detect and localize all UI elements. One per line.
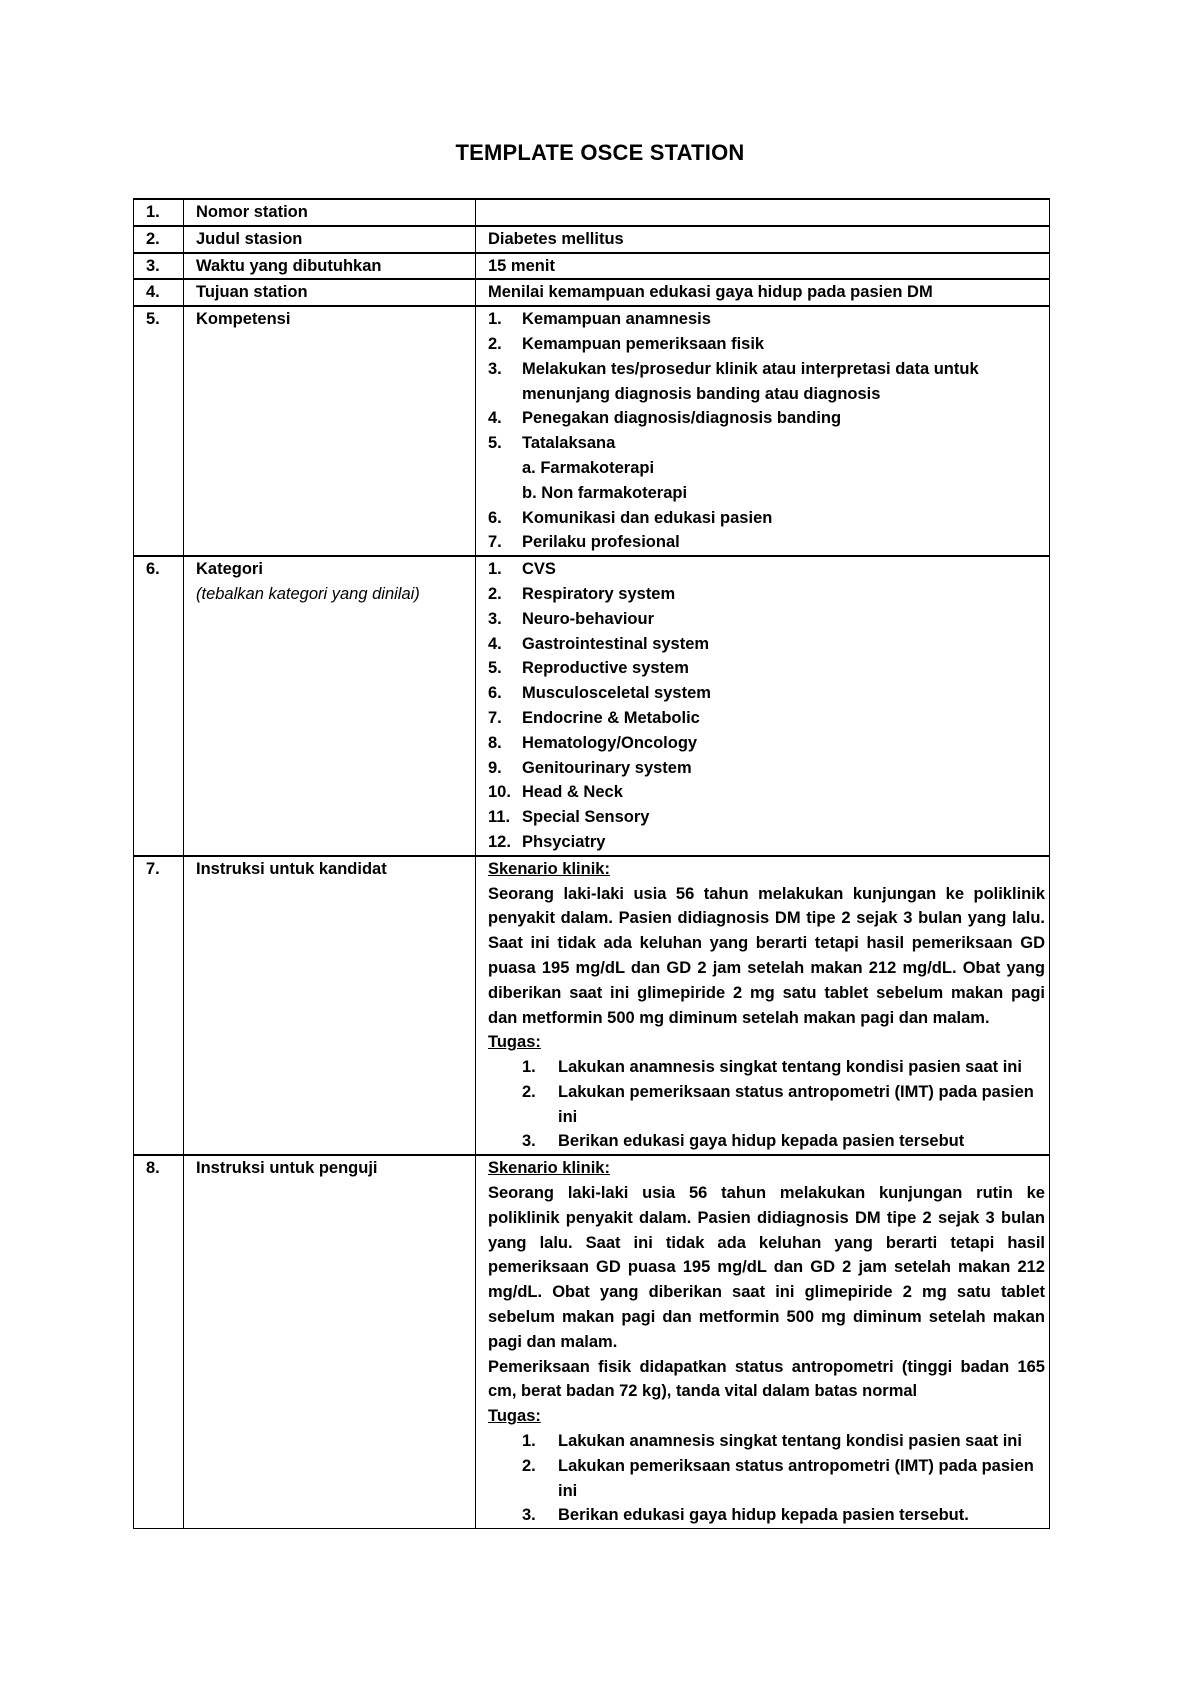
row-note: (tebalkan kategori yang dinilai) — [196, 584, 420, 603]
kompetensi-list — [488, 307, 1045, 456]
row-number: 3. — [134, 253, 184, 280]
list-item: 6. Musculosceletal system — [488, 684, 711, 703]
row-number: 4. — [134, 279, 184, 306]
list-item: 3. Melakukan tes/prosedur klinik atau interpretasi data untuk menunjang diagnosis banding atau diagnosis — [488, 359, 979, 403]
list-item: 3. Neuro-behaviour — [488, 609, 655, 628]
skenario-text: Seorang laki-laki usia 56 tahun melakukan kunjungan ke poliklinik penyakit dalam. Pasien didiagnosis DM tipe 2 sejak 3 bulan yang lalu. Saat ini tidak ada keluhan yang berarti tetapi hasil pemeriksaan GD puasa 195 mg/dL dan GD 2 jam setelah makan 212 mg/dL. Obat yang diberikan saat ini glimepiride 2 mg satu tablet sebelum makan pagi dan metformin 500 mg diminum setelah makan pagi dan malam. — [488, 884, 1045, 1027]
row-label: Kategori — [196, 560, 263, 579]
table-row — [134, 856, 1050, 1156]
kompetensi-list-cell — [476, 306, 1050, 556]
row-value: Diabetes mellitus — [476, 226, 1050, 253]
list-item: 10. Head & Neck — [488, 783, 623, 802]
list-item: 6. Komunikasi dan edukasi pasien — [488, 508, 773, 527]
list-item: 1. Kemampuan anamnesis — [488, 310, 711, 329]
row-label: Judul stasion — [184, 226, 476, 253]
skenario-label: Skenario klinik: — [488, 1159, 610, 1178]
list-item: 2. Lakukan pemeriksaan status antropometri (IMT) pada pasien ini — [522, 1456, 1034, 1500]
list-item: 1. Lakukan anamnesis singkat tentang kondisi pasien saat ini — [522, 1432, 1022, 1451]
row-number: 2. — [134, 226, 184, 253]
page-title: TEMPLATE OSCE STATION — [455, 140, 745, 165]
skenario-label: Skenario klinik: — [488, 859, 610, 878]
penguji-instructions-cell — [476, 1155, 1050, 1528]
row-label: Instruksi untuk penguji — [184, 1155, 476, 1528]
tugas-list — [488, 1055, 1045, 1154]
row-value: 15 menit — [476, 253, 1050, 280]
table-row — [134, 556, 1050, 856]
list-item: 7. Perilaku profesional — [488, 533, 680, 552]
row-label: Instruksi untuk kandidat — [184, 856, 476, 1156]
list-item: 11. Special Sensory — [488, 808, 650, 827]
list-item: 9. Genitourinary system — [488, 758, 692, 777]
row-value: Menilai kemampuan edukasi gaya hidup pada pasien DM — [476, 279, 1050, 306]
skenario-text: Seorang laki-laki usia 56 tahun melakukan kunjungan rutin ke poliklinik penyakit dalam. Pasien didiagnosis DM tipe 2 sejak 3 bulan yang lalu. Saat ini tidak ada keluhan yang berarti tetapi hasil pemeriksaan GD puasa 195 mg/dL dan GD 2 jam setelah makan 212 mg/dL. Obat yang diberikan saat ini glimepiride 2 mg satu tablet sebelum makan pagi dan metformin 500 mg diminum setelah makan pagi dan malam. — [488, 1184, 1045, 1351]
row-number: 8. — [134, 1155, 184, 1528]
kompetensi-list-continued — [488, 506, 1045, 556]
tugas-label: Tugas: — [488, 1033, 541, 1052]
table-row — [134, 1155, 1050, 1528]
list-item: 1. Lakukan anamnesis singkat tentang kondisi pasien saat ini — [522, 1058, 1022, 1077]
row-label: Kompetensi — [184, 306, 476, 556]
row-number: 1. — [134, 199, 184, 226]
row-label: Nomor station — [184, 199, 476, 226]
sub-item-non-farmakoterapi: b. Non farmakoterapi — [522, 483, 688, 502]
list-item: 12. Phsyciatry — [488, 832, 606, 851]
tugas-label: Tugas: — [488, 1407, 541, 1426]
row-number: 6. — [134, 556, 184, 856]
list-item: 2. Kemampuan pemeriksaan fisik — [488, 334, 765, 353]
list-item: 8. Hematology/Oncology — [488, 733, 698, 752]
pemeriksaan-text: Pemeriksaan fisik didapatkan status antropometri (tinggi badan 165 cm, berat badan 72 kg), tanda vital dalam batas normal — [488, 1357, 1045, 1401]
row-value — [476, 199, 1050, 226]
list-item: 4. Penegakan diagnosis/diagnosis banding — [488, 409, 842, 428]
list-item: 3. Berikan edukasi gaya hidup kepada pasien tersebut — [522, 1132, 965, 1151]
sub-item-farmakoterapi: a. Farmakoterapi — [522, 458, 655, 477]
kandidat-instructions-cell — [476, 856, 1050, 1156]
kategori-list-cell — [476, 556, 1050, 856]
row-label: Waktu yang dibutuhkan — [184, 253, 476, 280]
list-item: 7. Endocrine & Metabolic — [488, 708, 700, 727]
list-item: 2. Respiratory system — [488, 584, 676, 603]
list-item: 5. Tatalaksana — [488, 434, 616, 453]
row-label: Tujuan station — [184, 279, 476, 306]
row-label-cell — [184, 556, 476, 856]
list-item: 1. CVS — [488, 560, 556, 579]
list-item: 4. Gastrointestinal system — [488, 634, 710, 653]
kategori-list — [488, 557, 1045, 855]
row-number: 5. — [134, 306, 184, 556]
list-item: 5. Reproductive system — [488, 659, 689, 678]
table-row — [134, 226, 1050, 253]
row-number: 7. — [134, 856, 184, 1156]
table-row — [134, 279, 1050, 306]
list-item: 2. Lakukan pemeriksaan status antropometri (IMT) pada pasien ini — [522, 1082, 1034, 1126]
list-item: 3. Berikan edukasi gaya hidup kepada pasien tersebut. — [522, 1506, 969, 1525]
table-row — [134, 199, 1050, 226]
table-row — [134, 253, 1050, 280]
osce-table — [133, 198, 1050, 1529]
table-row — [134, 306, 1050, 556]
tugas-list — [488, 1429, 1045, 1528]
